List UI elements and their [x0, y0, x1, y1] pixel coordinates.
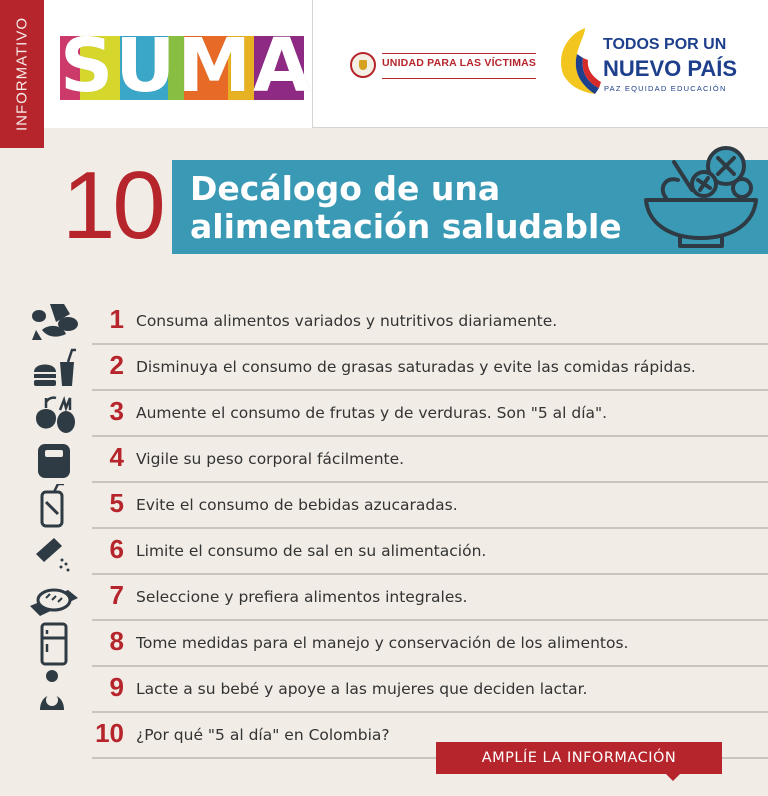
item-number: 7 [109, 580, 124, 610]
title-line2: alimentación saludable [190, 207, 622, 246]
item-text: Consuma alimentos variados y nutritivos diariamente. [136, 312, 558, 330]
item-text: Vigile su peso corporal fácilmente. [136, 450, 405, 468]
side-tab [0, 0, 44, 148]
more-info-button[interactable]: AMPLÍE LA INFORMACIÓN [436, 742, 722, 774]
divider [92, 527, 768, 529]
todos-por-un-nuevo-pais-logo [555, 26, 755, 102]
brand-logo: SUMA [60, 23, 313, 109]
breastfeeding-icon [28, 668, 80, 712]
fast-food-icon [28, 346, 80, 390]
logo-rule [382, 53, 536, 54]
divider [92, 343, 768, 345]
item-number: 1 [109, 304, 124, 334]
fridge-icon [28, 622, 80, 666]
divider [92, 619, 768, 621]
tpu-tagline: PAZ EQUIDAD EDUCACIÓN [604, 84, 727, 93]
fruit-icon [28, 392, 80, 436]
item-number: 3 [109, 396, 124, 426]
item-number: 9 [109, 672, 124, 702]
list-item [0, 484, 768, 529]
item-number: 8 [109, 626, 124, 656]
item-text: Tome medidas para el manejo y conservación de los alimentos. [136, 634, 629, 652]
item-text: Lacte a su bebé y apoye a las mujeres que deciden lactar. [136, 680, 588, 698]
unidad-victimas-label: UNIDAD PARA LAS VÍCTIMAS [382, 57, 537, 69]
divider [92, 481, 768, 483]
divider [92, 573, 768, 575]
divider [92, 389, 768, 391]
soda-can-icon [28, 484, 80, 528]
tpu-line1: TODOS POR UN [603, 36, 727, 53]
item-number: 6 [109, 534, 124, 564]
item-number: 5 [109, 488, 124, 518]
list-item [0, 668, 768, 713]
flag-swoosh-icon [555, 26, 601, 96]
coat-of-arms-icon [350, 52, 376, 78]
divider [92, 711, 768, 713]
side-tab-label: INFORMATIVO [13, 16, 31, 132]
list-item [0, 346, 768, 391]
item-number: 10 [95, 718, 124, 748]
item-text: Evite el consumo de bebidas azucaradas. [136, 496, 458, 514]
list-item [0, 392, 768, 437]
page-title [190, 170, 622, 246]
tpu-line2: NUEVO PAÍS [603, 56, 738, 81]
list-item [0, 438, 768, 483]
food-group-icon [28, 300, 80, 344]
list-item [0, 622, 768, 667]
button-pointer [664, 772, 682, 781]
bread-icon [28, 576, 80, 620]
logo-rule [382, 78, 536, 79]
salad-bowl-icon [640, 140, 762, 252]
scale-icon [28, 438, 80, 482]
list-item [0, 300, 768, 345]
item-text: Disminuya el consumo de grasas saturadas y evite las comidas rápidas. [136, 358, 696, 376]
list-item [0, 530, 768, 575]
item-text: Limite el consumo de sal en su alimentación. [136, 542, 487, 560]
item-text: Seleccione y prefiera alimentos integrales. [136, 588, 468, 606]
divider [92, 435, 768, 437]
divider [92, 665, 768, 667]
item-number: 4 [109, 442, 124, 472]
title-number: 10 [62, 152, 163, 259]
unidad-victimas-logo [350, 52, 540, 80]
item-number: 2 [109, 350, 124, 380]
header [0, 0, 768, 130]
item-text: ¿Por qué "5 al día" en Colombia? [136, 726, 390, 744]
title-line1: Decálogo de una [190, 169, 501, 208]
list-item [0, 576, 768, 621]
salt-shaker-icon [28, 530, 80, 574]
item-text: Aumente el consumo de frutas y de verduras. Son "5 al día". [136, 404, 608, 422]
